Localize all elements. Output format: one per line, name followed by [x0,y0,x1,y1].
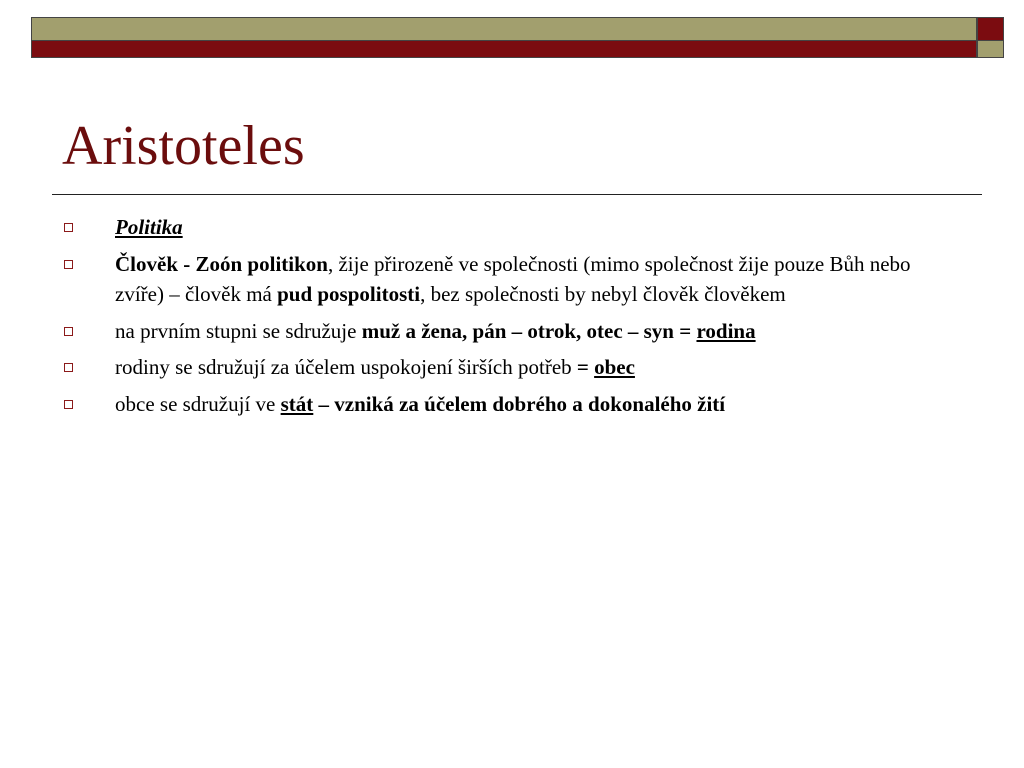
square-bullet-icon [64,363,73,372]
bullet-text-bold: – vzniká [313,391,400,416]
square-bullet-icon [64,327,73,336]
header-bar-maroon [31,41,977,58]
bullet-text: Politika [115,215,183,239]
list-item [62,389,942,420]
list-item [62,249,942,310]
bullet-text: , žije přirozeně ve společnosti (mimo společnost žije pouze Bůh nebo zvíře) – člověk má [115,251,911,306]
list-item [62,316,942,347]
square-bullet-icon [64,223,73,232]
bullet-text-bold: Člověk - Zoón politikon [115,251,328,276]
bullet-text: rodiny se sdružují za účelem uspokojení širších potřeb [115,355,577,379]
bullet-text-bold-underline: obec [594,355,635,379]
bullet-text-bold: = [576,355,595,379]
bullet-list [62,212,942,425]
header-bar-olive [31,17,977,41]
bullet-text-bold-underline: stát [280,391,314,416]
bullet-text: , bez společnosti by nebyl člověk člověkem [420,282,786,306]
list-item [62,352,942,383]
header-square-olive [977,41,1004,58]
slide-title: Aristoteles [62,115,305,177]
bullet-text-bold: muž a žena, pán – otrok, otec – syn = [361,318,697,343]
bullet-text: obce se sdružují ve [115,391,281,416]
square-bullet-icon [64,260,73,269]
header-square-maroon [977,17,1004,41]
bullet-text-bold: pud pospolitosti [277,282,421,306]
title-divider [52,194,982,195]
bullet-text-bold-underline: rodina [696,318,756,343]
list-item [62,212,942,243]
bullet-text: na prvním stupni se sdružuje [115,318,362,343]
square-bullet-icon [64,400,73,409]
bullet-text-bold: za účelem dobrého a dokonalého žití [399,391,726,416]
